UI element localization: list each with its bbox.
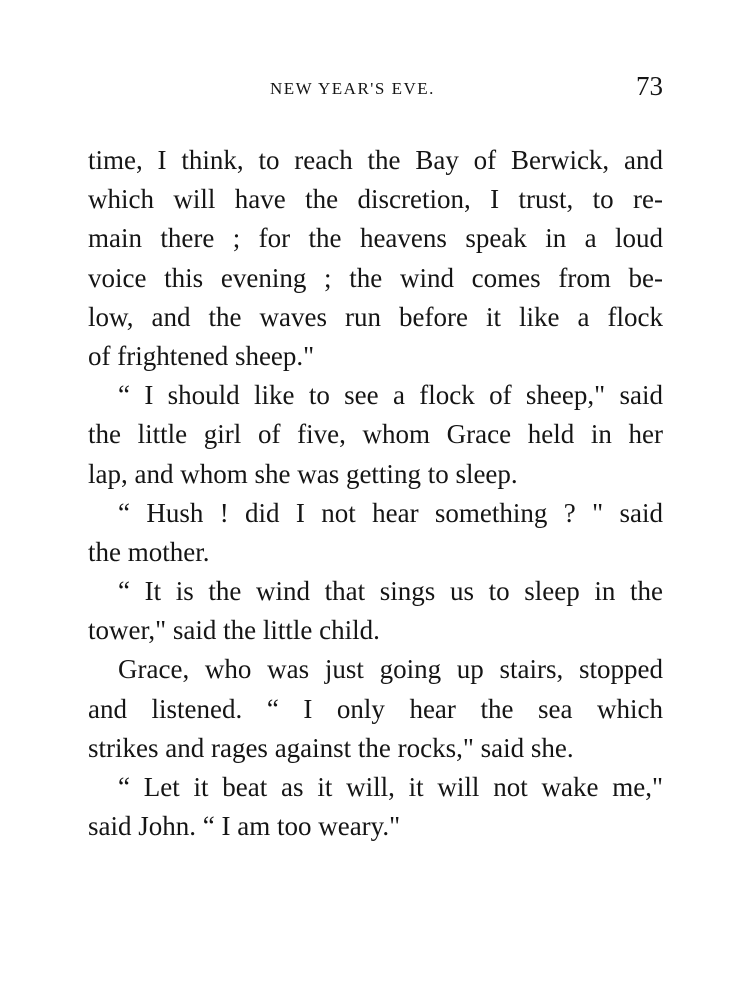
- text-line: “ Let it beat as it will, it will not wake me,": [118, 772, 663, 802]
- running-title: NEW YEAR'S EVE.: [270, 79, 435, 98]
- text-line: main there ; for the heavens speak in a loud: [88, 223, 663, 254]
- text-line: “ Hush ! did I not hear something ? " said: [118, 497, 663, 528]
- text-line: low, and the waves run before it like a flock: [88, 301, 663, 332]
- text-line: lap, and whom she was getting to sleep.: [88, 458, 518, 489]
- text-line: the little girl of five, whom Grace held in her: [88, 419, 663, 450]
- text-line: of frightened sheep.": [88, 340, 315, 371]
- text-line: time, I think, to reach the Bay of Berwick, and: [88, 145, 663, 175]
- text-line: the mother.: [88, 536, 210, 567]
- text-line: which will have the discretion, I trust, to re-: [88, 184, 663, 215]
- text-line: voice this evening ; the wind comes from be-: [88, 262, 663, 293]
- text-line: “ I should like to see a flock of sheep," said: [118, 380, 663, 411]
- text-line: “ It is the wind that sings us to sleep in the: [118, 576, 663, 607]
- text-line: Grace, who was just going up stairs, stopped: [118, 654, 663, 685]
- text-line: and listened. “ I only hear the sea which: [88, 693, 663, 724]
- text-line: said John. “ I am too weary.": [88, 811, 401, 842]
- text-line: strikes and rages against the rocks," said she.: [88, 732, 574, 763]
- body-text: [88, 141, 663, 846]
- text-line: tower," said the little child.: [88, 615, 380, 646]
- page-number: 73: [636, 71, 663, 101]
